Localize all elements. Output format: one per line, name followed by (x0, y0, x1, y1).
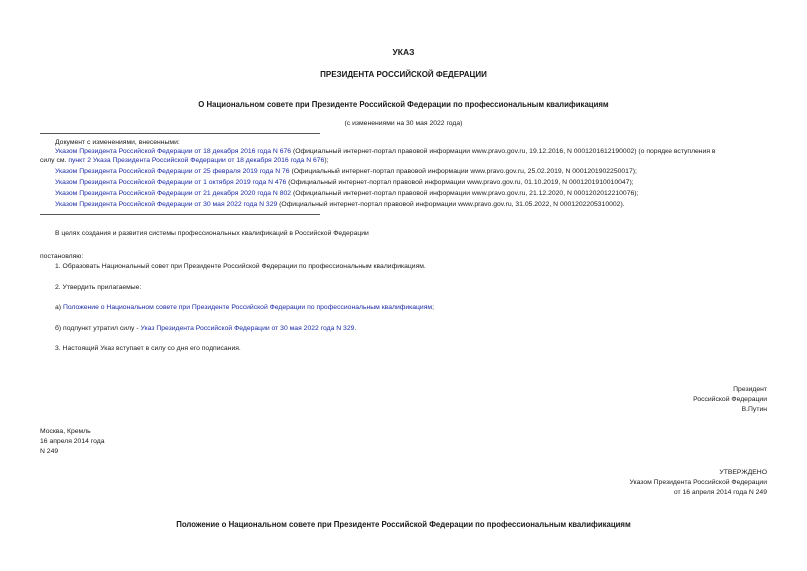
change-link[interactable]: Указом Президента Российской Федерации от 18 декабря 2016 года N 676 (55, 148, 292, 155)
change-details: (Официальный интернет-портал правовой информации www.pravo.gov.ru, 01.10.2019, N 0001201910010047); (286, 179, 634, 186)
approved-date: от 16 апреля 2014 года N 249 (673, 489, 767, 496)
decree-title: УКАЗ (392, 47, 415, 57)
paragraph-2a-prefix: а) (55, 304, 62, 311)
change-cont-prefix: силу см. (40, 157, 67, 164)
change-details: (Официальный интернет-портал правовой информации www.pravo.gov.ru, 21.12.2020, N 0001202012210076); (291, 190, 639, 197)
paragraph-2a (55, 303, 434, 312)
purpose-paragraph: В целях создания и развития системы профессиональных квалификаций в Российской Федерации (55, 230, 369, 237)
paragraph-2: 2. Утвердить прилагаемые: (55, 284, 142, 291)
decree-number: N 249 (40, 448, 59, 455)
change-cont-suffix: ); (324, 157, 329, 164)
approved-by: Указом Президента Российской Федерации (629, 479, 767, 486)
signing-place: Москва, Кремль (40, 428, 91, 435)
paragraph-2b-prefix: б) подпункт утратил силу - (55, 325, 139, 332)
signature-title: Президент (733, 386, 767, 393)
change-details: (Официальный интернет-портал правовой информации www.pravo.gov.ru, 31.05.2022, N 0001202205310002). (277, 201, 625, 208)
signature-org: Российской Федерации (693, 396, 767, 403)
changes-intro: Документ с изменениями, внесенными: (55, 139, 180, 146)
paragraph-2b (55, 324, 356, 333)
regulation-heading: Положение о Национальном совете при Президенте Российской Федерации по профессиональным квалификациям (176, 520, 631, 529)
signing-date: 16 апреля 2014 года (40, 438, 105, 445)
change-details: (Официальный интернет-портал правовой информации www.pravo.gov.ru, 25.02.2019, N 0001201902250017); (289, 168, 637, 175)
change-link[interactable]: Указом Президента Российской Федерации от 30 мая 2022 года N 329 (55, 201, 278, 208)
paragraph-1: 1. Образовать Национальный совет при Президенте Российской Федерации по профессиональным квалификациям. (55, 263, 426, 270)
repeal-decree-link[interactable]: Указ Президента Российской Федерации от 30 мая 2022 года N 329 (140, 325, 355, 332)
change-item (55, 200, 625, 209)
change-link[interactable]: Указом Президента Российской Федерации от 25 февраля 2019 года N 76 (55, 168, 290, 175)
amendment-note: (с изменениями на 30 мая 2022 года) (344, 120, 463, 127)
document-heading: О Национальном совете при Президенте Российской Федерации по профессиональным квалификациям (198, 100, 609, 109)
decree-subtitle: ПРЕЗИДЕНТА РОССИЙСКОЙ ФЕДЕРАЦИИ (320, 70, 487, 79)
bottom-divider (40, 214, 320, 215)
change-item (55, 189, 638, 198)
change-details: (Официальный интернет-портал правовой информации www.pravo.gov.ru, 19.12.2016, N 0001201612190002) (о порядке вступления в (291, 148, 716, 155)
top-divider (40, 133, 320, 134)
approved-label: УТВЕРЖДЕНО (719, 469, 767, 476)
decree-word: постановляю: (40, 253, 84, 260)
signature-name: В.Путин (741, 406, 767, 413)
change-item (55, 178, 634, 187)
change-link[interactable]: Указом Президента Российской Федерации от 21 декабря 2020 года N 802 (55, 190, 292, 197)
change-item (55, 147, 716, 156)
regulation-link[interactable]: Положение о Национальном совете при Президенте Российской Федерации по профессиональным квалификациям (62, 304, 433, 311)
change-item-continuation (40, 156, 329, 165)
paragraph-2a-suffix: ; (432, 304, 434, 311)
paragraph-2b-suffix: . (354, 325, 357, 332)
change-link[interactable]: Указом Президента Российской Федерации от 1 октября 2019 года N 476 (55, 179, 287, 186)
change-item (55, 167, 637, 176)
change-cont-link[interactable]: пункт 2 Указа Президента Российской Федерации от 18 декабря 2016 года N 676 (68, 157, 325, 164)
paragraph-3: 3. Настоящий Указ вступает в силу со дня его подписания. (55, 345, 241, 352)
